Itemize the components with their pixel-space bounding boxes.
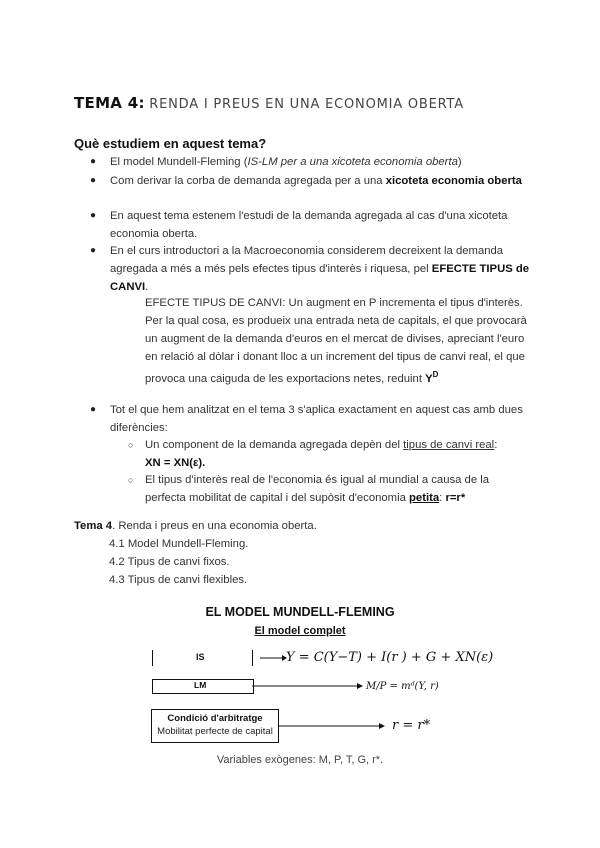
bullet-dot-icon: ● [90,404,97,415]
bullet-text-italic: IS-LM per a una xicoteta economia oberta [247,156,458,168]
index-item: 4.1 Model Mundell-Fleming. [109,538,249,550]
lm-label: LM [194,680,207,690]
is-equation: Y = C(Y−T) + I(r ) + G + XN(ε) [286,650,494,665]
efecte-line: provoca una caiguda de les exportacions netes, reduint [145,372,426,385]
efecte-paragraph [145,294,527,388]
arbitratge-title: Condició d'arbitratge [167,713,263,724]
index-heading [74,517,317,535]
bullet-text-bold: xicoteta economia oberta [385,175,522,187]
lm-equation: M/P = mᵈ(Y, r) [366,681,439,692]
bullet-text-bold: EFECTE TIPUS de [431,263,530,275]
is-label: IS [196,652,205,662]
sub-bullet-text: : [439,492,446,504]
circle-bullet-icon: ○ [128,440,134,450]
bullet-text: economia oberta. [110,228,198,240]
arbitratge-arrow-icon [278,719,386,733]
bullet-text: ) [457,156,462,168]
section-heading: Què estudiem en aquest tema? [74,136,267,151]
bullet-text: En aquest tema estenem l'estudi de la demanda agregada al cas d'una xicoteta [110,210,508,222]
efecte-line: EFECTE TIPUS DE CANVI: Un augment en P incrementa el tipus d'interès. [145,297,523,309]
index-tema: Tema 4 [74,520,113,532]
is-arrow-icon [258,651,288,665]
bullet-dot-icon: ● [90,245,97,256]
model-subheading: El model complet [254,625,346,637]
sub-bullet-text: perfecta mobilitat de capital i del supòsit d'economia [145,492,410,504]
efecte-line: un augment de la demanda d'euros en el mercat de divises, apreciant l'euro [145,333,525,345]
bullet-dot-icon: ● [90,210,97,221]
index-item: 4.3 Tipus de canvi flexibles. [109,574,248,586]
index-list [109,535,248,589]
title-tema: TEMA 4: [74,94,145,112]
index-tema-rest: . Renda i preus en una economia oberta. [112,520,317,532]
formula-r: r=r* [445,492,466,504]
bullet-dot-icon: ● [90,156,97,167]
bullet-text-bold: CANVI [110,281,146,293]
model-heading: EL MODEL MUNDELL-FLEMING [205,605,395,619]
page-title [74,94,464,112]
sub-bullet-text: : [494,439,498,451]
bullet-text: Com derivar la corba de demanda agregada per a una [110,175,386,187]
efecte-line: Per la qual cosa, es produeix una entrada neta de capitals, el que provocarà [145,315,527,327]
sub-bullet-text: Un component de la demanda agregada depèn del [145,439,404,451]
efecte-line: en relació al dòlar i donant lloc a un increment del tipus de canvi real, el que [145,351,525,363]
arbitratge-equation: r = r* [392,718,431,733]
circle-bullet-icon: ○ [128,475,134,485]
sub-bullet-text-underline: tipus de canvi real [403,439,495,451]
bullet-text: diferències: [110,422,168,434]
bullet-dot-icon: ● [90,175,97,186]
bullet-text: agregada a més a més pels efectes tipus d'interès i riquesa, pel [110,263,432,275]
title-rest: RENDA I PREUS EN UNA ECONOMIA OBERTA [149,97,464,112]
bullet-text: En el curs introductori a la Macroeconomia considerem decreixent la demanda [110,245,504,257]
efecte-y-sup: D [432,370,439,379]
bullet-text: El model Mundell-Fleming ( [110,156,248,168]
is-box-left-edge [152,650,153,666]
arbitratge-subtitle: Mobilitat perfecte de capital [157,726,273,737]
bullet-text: Tot el que hem analitzat en el tema 3 s'aplica exactament en aquest cas amb dues [110,404,523,416]
is-box-right-edge [252,650,253,666]
bullet-text: . [145,281,149,293]
formula-xn: XN = XN(ε). [145,457,206,469]
sub-bullet-text: El tipus d'interès real de l'economia és igual al mundial a causa de la [145,474,490,486]
lm-arrow-icon [252,679,364,693]
sub-bullet-text-underline: petita [409,492,440,504]
exogenous-variables: Variables exògenes: M, P, T, G, r*. [216,754,384,766]
index-item: 4.2 Tipus de canvi fixos. [109,556,230,568]
efecte-y: Y [425,372,433,385]
